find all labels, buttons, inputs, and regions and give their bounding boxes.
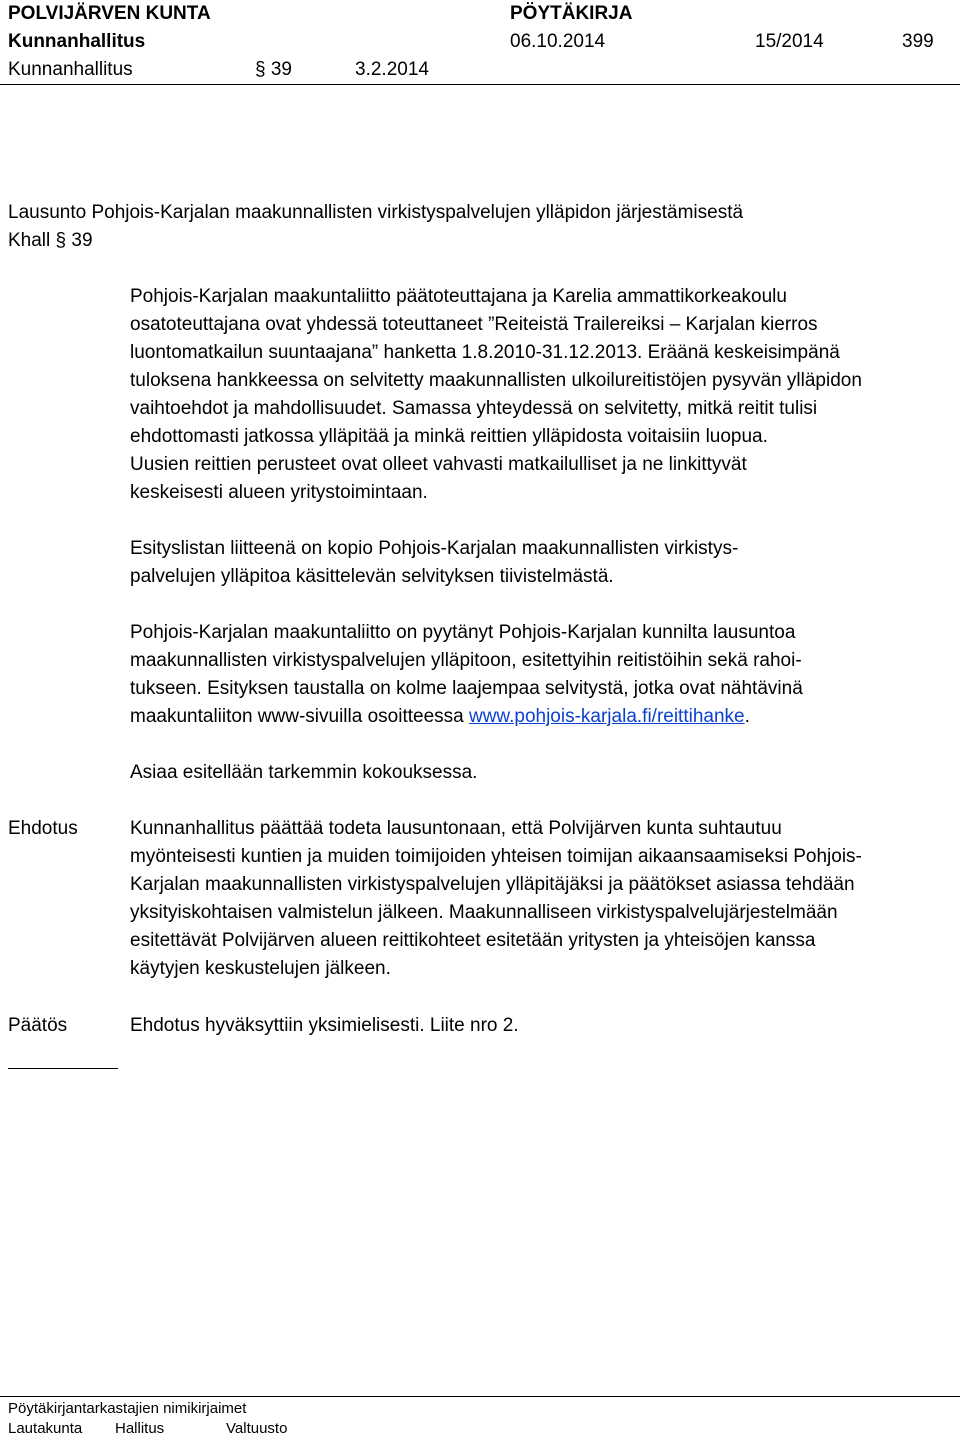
text-line: esitettävät Polvijärven alueen reittikohteet esitetään yritysten ja yhteisöjen kanssa [130,930,816,951]
text-line: Karjalan maakunnallisten virkistyspalvelujen ylläpitäjäksi ja päätökset asiassa tehdään [130,874,855,895]
text-line: Pohjois-Karjalan maakuntaliitto on pyytänyt Pohjois-Karjalan kunnilta lausuntoa [130,622,796,643]
previous-body: Kunnanhallitus [8,59,133,80]
text-line: Asiaa esitellään tarkemmin kokouksessa. [130,762,478,783]
text-line: tukseen. Esityksen taustalla on kolme laajempaa selvitystä, jotka ovat nähtävinä [130,678,803,699]
link-suffix: . [744,706,750,727]
text-line: myönteisesti kuntien ja muiden toimijoiden yhteisen toimijan aikaansaamiseksi Pohjois- [130,846,862,867]
paragraph-background [130,283,960,507]
text-line: tuloksena hankkeessa on selvitetty maakunnallisten ulkoilureitistöjen pysyvän ylläpidon [130,370,862,391]
text-line: ehdottomasti jatkossa ylläpitää ja minkä reittien ylläpidosta voitaisiin luopua. [130,426,768,447]
meeting-body: Kunnanhallitus [8,31,146,52]
item-title: Lausunto Pohjois-Karjalan maakunnallisten virkistyspalvelujen ylläpidon järjestämisestä [8,202,744,223]
text-line: Uusien reittien perusteet ovat olleet vahvasti matkailulliset ja ne linkittyvät [130,454,747,475]
item-reference: Khall § 39 [8,230,93,251]
signature-column-council: Valtuusto [226,1420,288,1437]
text-line: käytyjen keskustelujen jälkeen. [130,958,391,979]
meeting-date: 06.10.2014 [510,31,606,52]
reittihanke-link[interactable]: www.pohjois-karjala.fi/reittihanke [468,706,745,727]
paragraph-attachment [130,535,960,591]
proposal-label: Ehdotus [8,818,78,839]
header-divider [0,84,960,85]
decision-text: Ehdotus hyväksyttiin yksimielisesti. Liite nro 2. [130,1015,519,1036]
previous-date: 3.2.2014 [355,59,429,80]
text-line: yksityiskohtaisen valmistelun jälkeen. Maakunnalliseen virkistyspalvelujärjestelmään [130,902,838,923]
signatures-title: Pöytäkirjantarkastajien nimikirjaimet [8,1400,247,1417]
decision-label: Päätös [8,1015,68,1036]
link-prefix: maakuntaliiton www-sivuilla osoitteessa [130,706,469,727]
signature-column-government: Hallitus [115,1420,165,1437]
signature-column-board: Lautakunta [8,1420,83,1437]
previous-section: § 39 [255,59,292,80]
org-name: POLVIJÄRVEN KUNTA [8,3,211,24]
text-line: Kunnanhallitus päättää todeta lausuntonaan, että Polvijärven kunta suhtautuu [130,818,782,839]
text-line-with-link [130,703,960,731]
text-line: palvelujen ylläpitoa käsittelevän selvityksen tiivistelmästä. [130,566,614,587]
proposal-text [130,815,960,983]
page-number: 399 [902,31,934,52]
paragraph-request [130,619,960,731]
meeting-number: 15/2014 [755,31,824,52]
document-type: PÖYTÄKIRJA [510,3,633,24]
text-line: maakunnallisten virkistyspalvelujen ylläpitoon, esitettyihin reitistöihin sekä rahoi- [130,650,802,671]
text-line: osatoteuttajana ovat yhdessä toteuttaneet ”Reiteistä Trailereiksi – Karjalan kierros [130,314,818,335]
paragraph-presentation [130,759,960,787]
text-line: keskeisesti alueen yritystoimintaan. [130,482,428,503]
footer-divider [0,1396,960,1397]
text-line: Pohjois-Karjalan maakuntaliitto päätoteuttajana ja Karelia ammattikorkeakoulu [130,286,787,307]
decision-underline [8,1068,118,1069]
text-line: vaihtoehdot ja mahdollisuudet. Samassa yhteydessä on selvitetty, mitkä reitit tulisi [130,398,818,419]
text-line: luontomatkailun suuntaajana” hanketta 1.8.2010-31.12.2013. Eräänä keskeisimpänä [130,342,840,363]
text-line: Esityslistan liitteenä on kopio Pohjois-Karjalan maakunnallisten virkistys- [130,538,739,559]
